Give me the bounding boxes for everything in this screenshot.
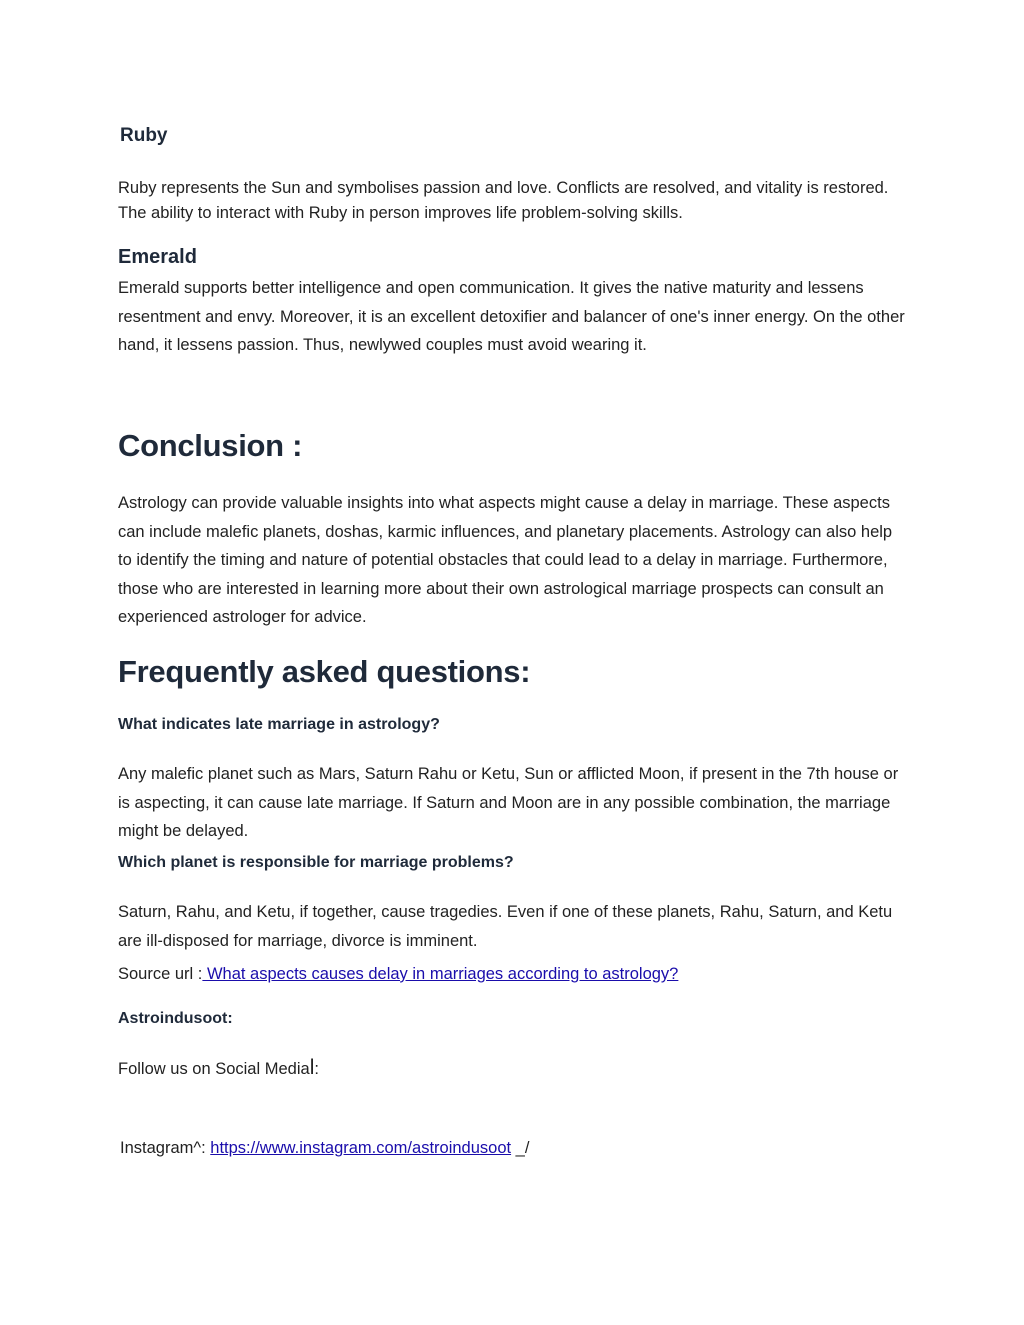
follow-colon: : [314,1060,319,1078]
conclusion-heading: Conclusion : [118,428,303,463]
follow-line [118,1054,908,1084]
source-label: Source url : [118,965,203,983]
faq-answer-2: Saturn, Rahu, and Ketu, if together, cause tragedies. Even if one of these planets, Rahu, Saturn, and Ketu are ill-disposed for marriage, divorce is imminent. [118,903,893,950]
source-link[interactable]: What aspects causes delay in marriages according to astrology? [202,965,679,983]
follow-text: Follow us on Social Media [118,1060,310,1078]
instagram-line [120,1134,910,1163]
brand-name: Astroindusoot: [118,1010,233,1027]
emerald-heading: Emerald [118,246,197,268]
follow-big-l: l [309,1056,315,1079]
ruby-heading: Ruby [120,125,168,146]
source-line [118,960,908,989]
faq-answer-1: Any malefic planet such as Mars, Saturn Rahu or Ketu, Sun or afflicted Moon, if present in the 7th house or is aspecting, it can cause late marriage. If Saturn and Moon are in any possible combination, the marriage might be delayed. [118,765,899,840]
faq-heading: Frequently asked questions: [118,654,531,689]
ruby-paragraph: Ruby represents the Sun and symbolises passion and love. Conflicts are resolved, and vitality is restored. The ability to interact with Ruby in person improves life problem-solving skills. [118,179,889,222]
faq-question-1: What indicates late marriage in astrology? [118,716,440,733]
conclusion-paragraph: Astrology can provide valuable insights into what aspects might cause a delay in marriage. These aspects can include malefic planets, doshas, karmic influences, and planetary placements. Astrology can also help to identify the timing and nature of potential obstacles that could lead to a delay in marriage. Furthermore, those who are interested in learning more about their own astrological marriage prospects can consult an experienced astrologer for advice. [118,494,893,626]
faq-question-2: Which planet is responsible for marriage problems? [118,854,514,871]
instagram-link[interactable]: https://www.instagram.com/astroindusoot [210,1139,512,1157]
emerald-paragraph: Emerald supports better intelligence and open communication. It gives the native maturity and lessens resentment and envy. Moreover, it is an excellent detoxifier and balancer of one's inner energy. On the other hand, it lessens passion. Thus, newlywed couples must avoid wearing it. [118,279,905,354]
instagram-suffix: _/ [511,1139,530,1157]
instagram-label: Instagram^: [120,1139,211,1157]
